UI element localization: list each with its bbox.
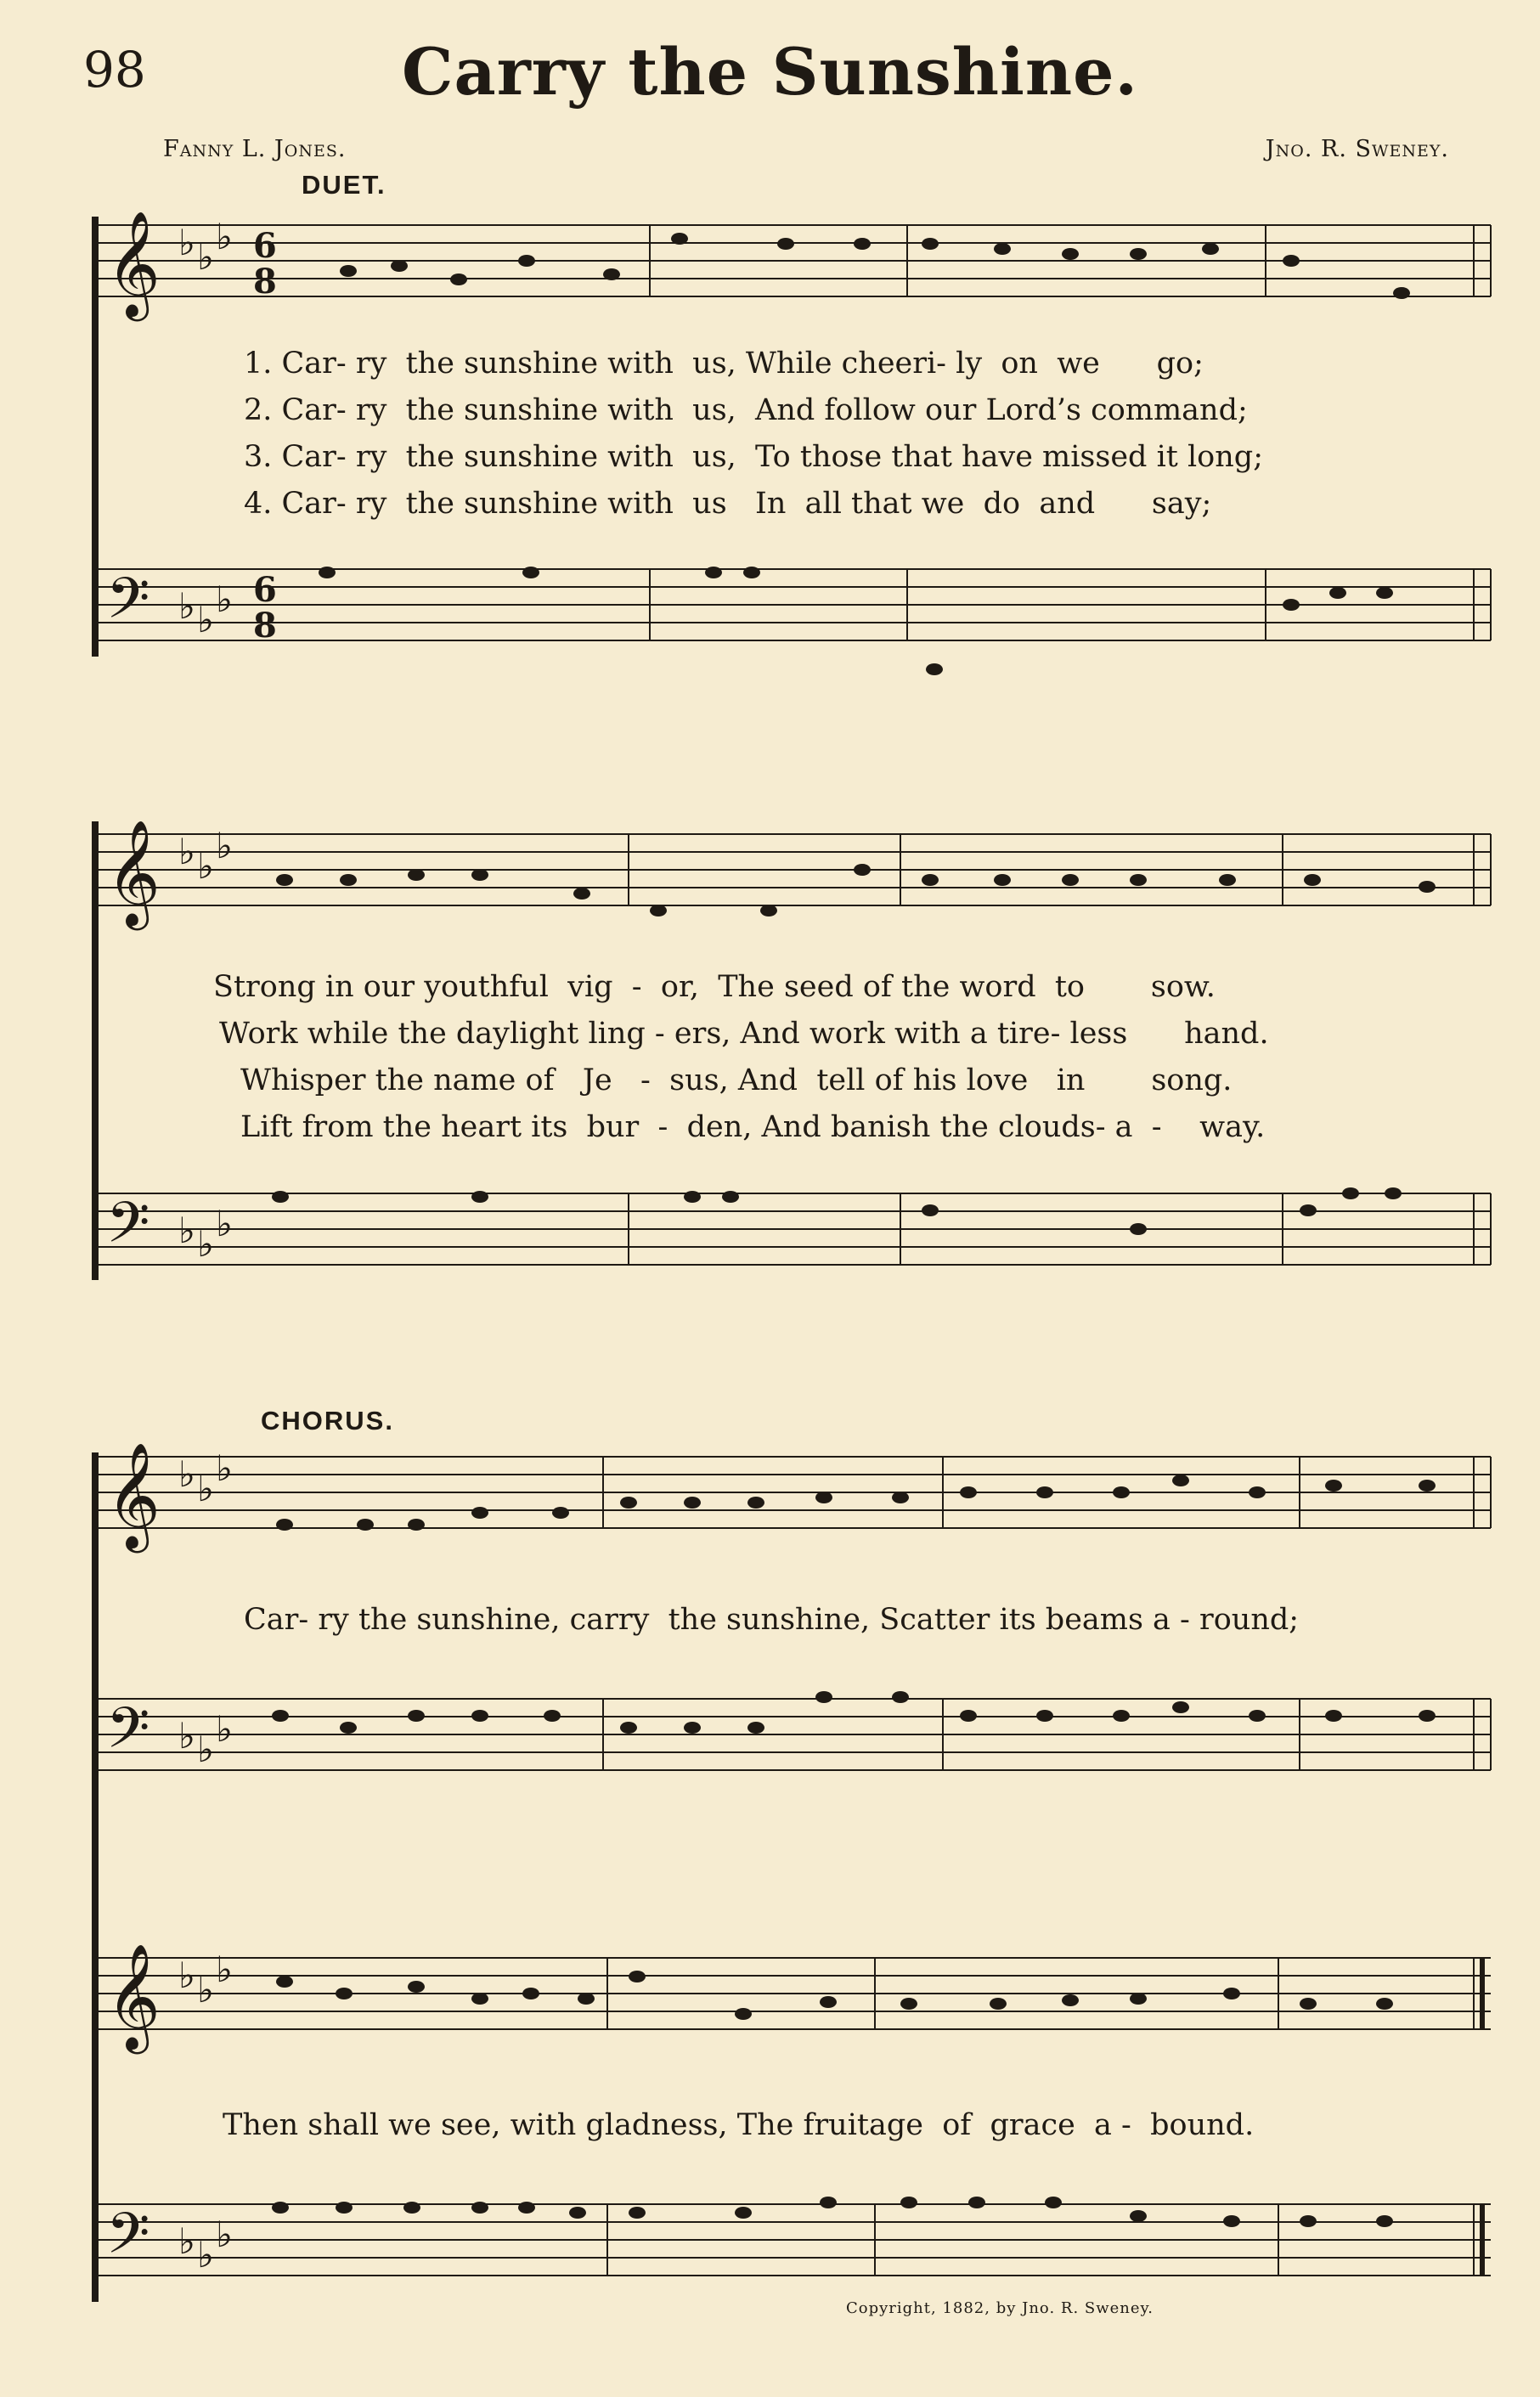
svg-text:♭: ♭ — [178, 1210, 195, 1251]
staff-treble-1 — [0, 211, 1540, 327]
svg-text:𝄞: 𝄞 — [106, 1442, 161, 1548]
svg-text:♭: ♭ — [178, 222, 195, 263]
verse2-line-4: Lift from the heart its bur - den, And banish the clouds- a - way. — [240, 1110, 1266, 1144]
hymn-title: Carry the Sunshine. — [402, 34, 1138, 110]
staff-treble-3 — [0, 1442, 1540, 1559]
svg-text:♭: ♭ — [178, 831, 195, 872]
chorus-line-2: Then shall we see, with gladness, The fruitage of grace a - bound. — [223, 2108, 1255, 2142]
svg-text:♭: ♭ — [197, 845, 214, 887]
svg-text:𝄢: 𝄢 — [106, 1190, 150, 1269]
svg-text:♭: ♭ — [216, 1447, 233, 1489]
verse2-line-1: Strong in our youthful vig - or, The seed of the word to sow. — [213, 970, 1216, 1004]
svg-text:6: 6 — [253, 570, 277, 610]
page-number: 98 — [83, 41, 146, 99]
verse2-line-2: Work while the daylight ling - ers, And work with a tire- less hand. — [219, 1017, 1269, 1051]
svg-text:♭: ♭ — [216, 2214, 233, 2255]
svg-text:8: 8 — [253, 606, 277, 646]
svg-text:𝄞: 𝄞 — [106, 1943, 161, 2050]
author-credit: Fanny L. Jones. — [163, 136, 347, 162]
staff-bass-1 — [0, 561, 1540, 663]
svg-text:♭: ♭ — [197, 599, 214, 640]
svg-text:𝄞: 𝄞 — [106, 211, 161, 317]
svg-text:♭: ♭ — [178, 585, 195, 627]
chorus-label: CHORUS. — [261, 1406, 394, 1435]
system-bracket-3 — [92, 1452, 99, 2302]
svg-text:𝄢: 𝄢 — [106, 1695, 150, 1774]
svg-text:♭: ♭ — [178, 1453, 195, 1495]
svg-text:♭: ♭ — [178, 2220, 195, 2262]
verse-line-4: 4. Car- ry the sunshine with us In all that we do and say; — [244, 487, 1212, 521]
svg-text:6: 6 — [253, 226, 277, 266]
composer-credit: Jno. R. Sweney. — [1265, 136, 1449, 162]
staff-treble-2 — [0, 820, 1540, 936]
verse-line-3: 3. Car- ry the sunshine with us, To those that have missed it long; — [244, 440, 1263, 474]
svg-text:♭: ♭ — [197, 1969, 214, 2011]
svg-text:♭: ♭ — [216, 825, 233, 866]
svg-text:♭: ♭ — [178, 1954, 195, 1996]
svg-text:𝄞: 𝄞 — [106, 820, 161, 926]
svg-text:♭: ♭ — [197, 236, 214, 278]
svg-text:𝄢: 𝄢 — [106, 2201, 150, 2280]
copyright-notice: Copyright, 1882, by Jno. R. Sweney. — [846, 2299, 1154, 2317]
verse-line-2: 2. Car- ry the sunshine with us, And follow our Lord’s command; — [244, 393, 1248, 427]
staff-bass-3 — [0, 1690, 1540, 1792]
svg-text:♭: ♭ — [216, 1203, 233, 1244]
svg-text:8: 8 — [253, 262, 277, 302]
staff-bass-2 — [0, 1185, 1540, 1287]
svg-text:♭: ♭ — [178, 1715, 195, 1757]
svg-text:♭: ♭ — [197, 1729, 214, 1770]
duet-label: DUET. — [302, 170, 386, 200]
svg-text:𝄢: 𝄢 — [106, 566, 150, 645]
svg-text:♭: ♭ — [216, 1708, 233, 1750]
staff-treble-4 — [0, 1943, 1540, 2060]
svg-text:♭: ♭ — [197, 1468, 214, 1509]
svg-text:♭: ♭ — [216, 216, 233, 257]
svg-text:♭: ♭ — [216, 578, 233, 620]
verse2-line-3: Whisper the name of Je - sus, And tell of his love in song. — [240, 1063, 1233, 1097]
svg-text:♭: ♭ — [197, 1223, 214, 1265]
chorus-line-1: Car- ry the sunshine, carry the sunshine, Scatter its beams a - round; — [244, 1603, 1300, 1637]
svg-text:♭: ♭ — [216, 1949, 233, 1990]
verse-line-1: 1. Car- ry the sunshine with us, While cheeri- ly on we go; — [244, 347, 1204, 381]
staff-bass-4 — [0, 2196, 1540, 2298]
svg-text:♭: ♭ — [197, 2234, 214, 2276]
